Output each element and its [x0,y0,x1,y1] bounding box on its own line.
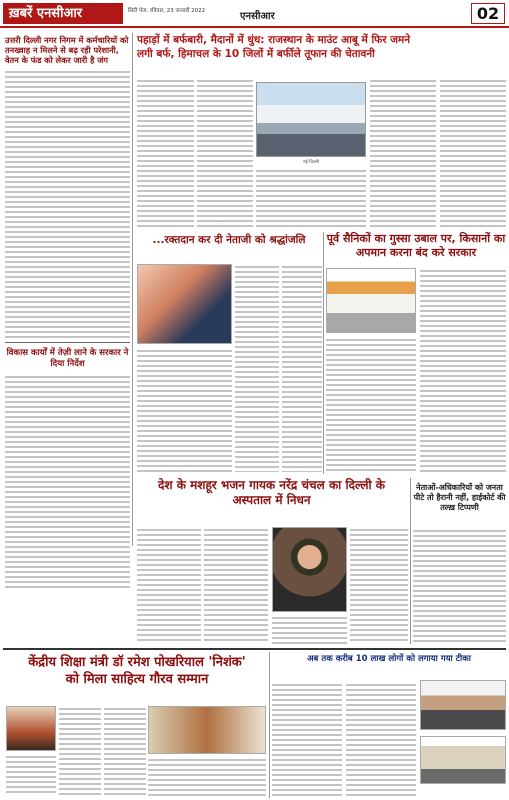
pokhriyal-headline-line2: को मिला साहित्य गौरव सम्मान [65,672,209,687]
column-divider [269,652,270,798]
lead-headline-block [137,33,506,73]
chanchal-headline: देश के मशहूर भजन गायक नरेंद्र चंचल का दिल्ली के अस्पताल में निधन [158,478,385,507]
chanchal-photo [272,527,347,612]
chanchal-text-col1 [137,527,201,644]
dateline: सिटी पेज, रविवार, 23 जनवरी 2022 [128,8,206,14]
pokhriyal-text-col4 [6,754,56,796]
chanchal-text-col3 [350,527,408,644]
pokhriyal-text-col3 [148,757,266,796]
lead-text-col5 [440,78,506,228]
lead-text-col1 [137,78,194,228]
vaccine-text-col1 [272,682,342,796]
column-divider [323,232,324,474]
kisan-text-col2 [326,337,416,473]
lead-text-col4 [370,78,436,228]
photo-caption: नई दिल्ली [303,160,319,165]
bottom-rule [3,648,506,650]
pokhriyal-photo [6,706,56,751]
pokhriyal-award-photo [148,706,266,754]
netaji-text-col2 [282,264,322,472]
lead-headline-line1: पहाड़ों में बर्फबारी, मैदानों में धुंध: राजस्थान के माउंट आबू में फिर जमने [137,34,411,46]
neta-headline: नेताओं-अधिकारियों को जनता पीटे तो हैरानी नहीं, हाईकोर्ट की तल्ख़ टिप्पणी [413,483,506,512]
netaji-text-col1 [235,264,279,472]
left-column [3,33,133,546]
lead-text-col3 [256,168,366,228]
divider [5,342,130,343]
kisan-photo [326,268,416,333]
kisan-text-col1 [420,268,506,473]
page-number: 02 [471,3,505,24]
vaccine-photo [420,680,506,730]
pokhriyal-headline [6,654,268,700]
chanchal-text-col4 [272,615,347,644]
chanchal-text-col2 [204,527,268,644]
vaccine-text-col2 [346,682,416,796]
masthead-strip [0,0,509,28]
netaji-text-col3 [137,348,232,472]
left-story2-headline: विकास कार्यों में तेज़ी लाने के सरकार ने दिया निर्देश [6,348,129,369]
kisan-headline: पूर्व सैनिकों का गुस्सा उबाल पर, किसानों का अपमान करना बंद करे सरकार [326,232,506,259]
pokhriyal-text-col2 [104,706,146,796]
lead-headline-line2: लगी बर्फ, हिमाचल के 10 जिलों में बर्फीले तूफान की चेतावनी [137,48,375,60]
lead-text-col2 [197,78,253,228]
column-divider [410,478,411,644]
pokhriyal-text-col1 [59,706,101,796]
section-title: एनसीआर [240,11,275,22]
left-story-headline: उत्तरी दिल्ली नगर निगम में कर्मचारियों को तनख्वाह न मिलने से बढ़ रही परेशानी, वेतन के फंड को लेकर जारी है जंग [5,35,129,65]
vaccine-headline: अब तक करीब 10 लाख लोगों को लगाया गया टीका [307,654,471,664]
snow-photo [256,82,366,157]
left-story-body [5,69,130,339]
left-story2-body [5,374,130,589]
pokhriyal-headline-line1: केंद्रीय शिक्षा मंत्री डॉ रमेश पोखरियाल 'निशंक' [28,655,246,670]
neta-text [413,528,506,644]
newspaper-logo: ख़बरें एनसीआर [3,3,123,24]
netaji-headline: ...रक्तदान कर दी नेताजी को श्रद्धांजलि [152,234,306,246]
vaccine-photo-2 [420,736,506,784]
netaji-photo [137,264,232,344]
